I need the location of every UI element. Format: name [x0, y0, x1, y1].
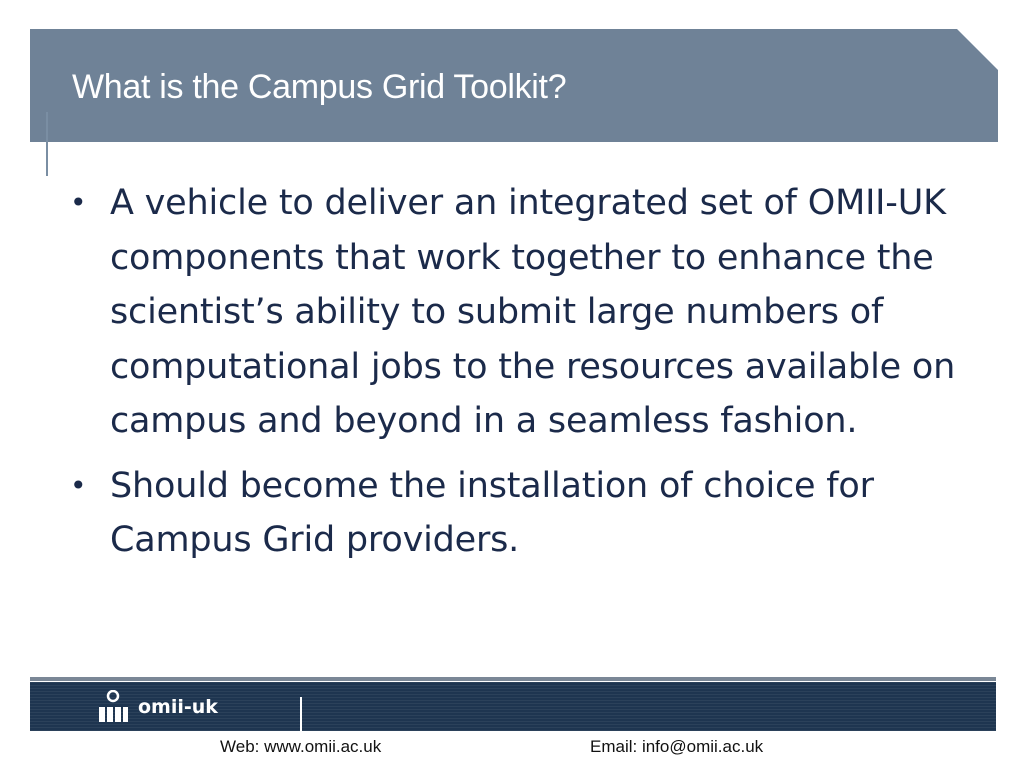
footer-divider [300, 697, 302, 733]
bullet-text: Should become the installation of choice for Campus Grid providers. [110, 465, 874, 560]
footer-web: Web: www.omii.ac.uk [220, 737, 382, 756]
slide-title: What is the Campus Grid Toolkit? [72, 68, 567, 106]
bullet-item [70, 459, 960, 568]
bullet-dot: • [70, 468, 87, 502]
omii-uk-logo [96, 690, 218, 724]
footer-email: Email: info@omii.ac.uk [590, 737, 764, 756]
footer-line [30, 677, 996, 681]
bullet-text: A vehicle to deliver an integrated set of OMII-UK components that work together to enhance the scientist’s ability to submit large numbers of computational jobs to the resources available on campus and beyond in a seamless fashion. [110, 183, 956, 441]
bullet-dot: • [70, 186, 87, 219]
omii-logo-icon [96, 690, 130, 724]
accent-line [46, 112, 48, 176]
bullet-list [70, 176, 960, 578]
bullet-item [70, 176, 960, 449]
logo-text: omii-uk [138, 696, 218, 718]
